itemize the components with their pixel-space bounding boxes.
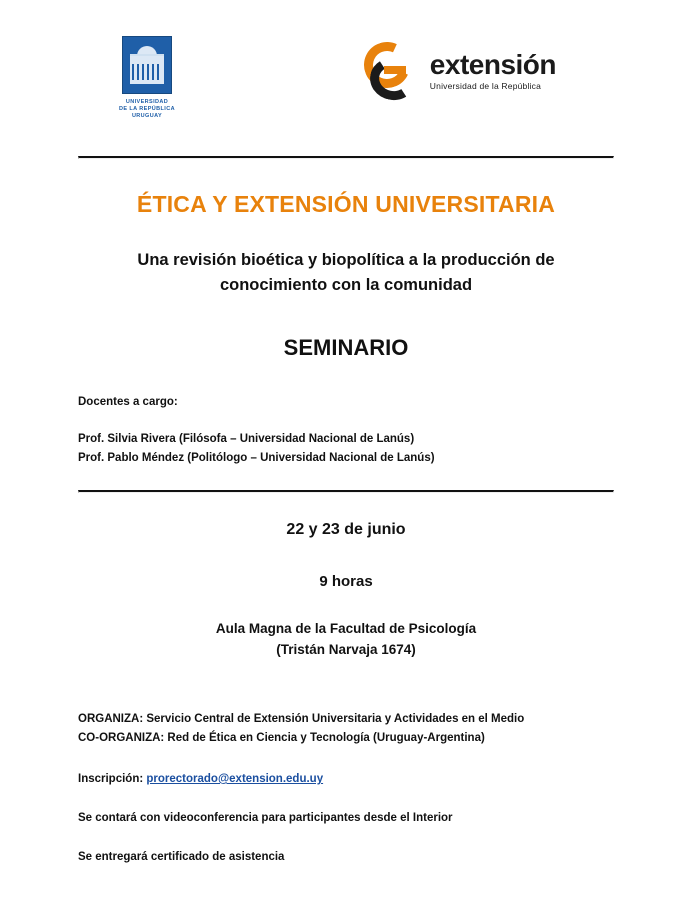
registration-email-link[interactable]: prorectorado@extension.edu.uy: [146, 773, 324, 785]
registration-label: Inscripción:: [78, 773, 147, 785]
extension-logo-subtitle: Universidad de la República: [429, 81, 542, 92]
docentes-label: Docentes a cargo:: [78, 396, 178, 408]
event-dates: 22 y 23 de junio: [286, 521, 406, 538]
registration-line: [78, 773, 614, 785]
extension-bar-shape: [384, 66, 406, 74]
extension-circle-icon: [360, 42, 422, 100]
docentes-list: [78, 430, 614, 468]
extension-logo-title: extensión: [429, 49, 556, 81]
page-subtitle: Una revisión bioética y biopolítica a la producción de conocimiento con la comunidad: [137, 251, 555, 294]
list-item: Prof. Pablo Méndez (Politólogo – Universidad Nacional de Lanús): [78, 452, 435, 464]
divider-top: [78, 156, 614, 159]
event-venue-line-1: Aula Magna de la Facultad de Psicología: [215, 621, 477, 636]
extension-logo-text: [430, 51, 556, 91]
udelar-logo-text: [108, 99, 186, 120]
event-venue: [78, 618, 614, 660]
shield-columns-shape: [132, 64, 162, 80]
list-item: Prof. Silvia Rivera (Filósofa – Universidad Nacional de Lanús): [78, 433, 415, 445]
organizers-block: [78, 710, 614, 748]
logo-row: [78, 0, 614, 119]
note-videoconference: Se contará con videoconferencia para participantes desde el Interior: [78, 812, 453, 824]
divider-middle: [78, 490, 614, 493]
udelar-logo-line-3: URUGUAY: [131, 113, 163, 119]
co-organizer-line: CO-ORGANIZA: Red de Ética en Ciencia y Tecnología (Uruguay-Argentina): [78, 732, 485, 744]
udelar-logo: [108, 36, 186, 120]
organizer-line: ORGANIZA: Servicio Central de Extensión Universitaria y Actividades en el Medio: [78, 713, 525, 725]
event-type-heading: SEMINARIO: [283, 335, 409, 360]
note-certificate: Se entregará certificado de asistencia: [78, 851, 285, 863]
extension-logo: [360, 42, 556, 100]
event-time: 9 horas: [319, 573, 373, 590]
udelar-logo-line-2: DE LA REPÚBLICA: [119, 106, 175, 112]
university-shield-icon: [122, 36, 172, 94]
page-title: ÉTICA Y EXTENSIÓN UNIVERSITARIA: [136, 191, 556, 217]
event-venue-line-2: (Tristán Narvaja 1674): [276, 642, 416, 657]
udelar-logo-line-1: UNIVERSIDAD: [125, 99, 169, 105]
